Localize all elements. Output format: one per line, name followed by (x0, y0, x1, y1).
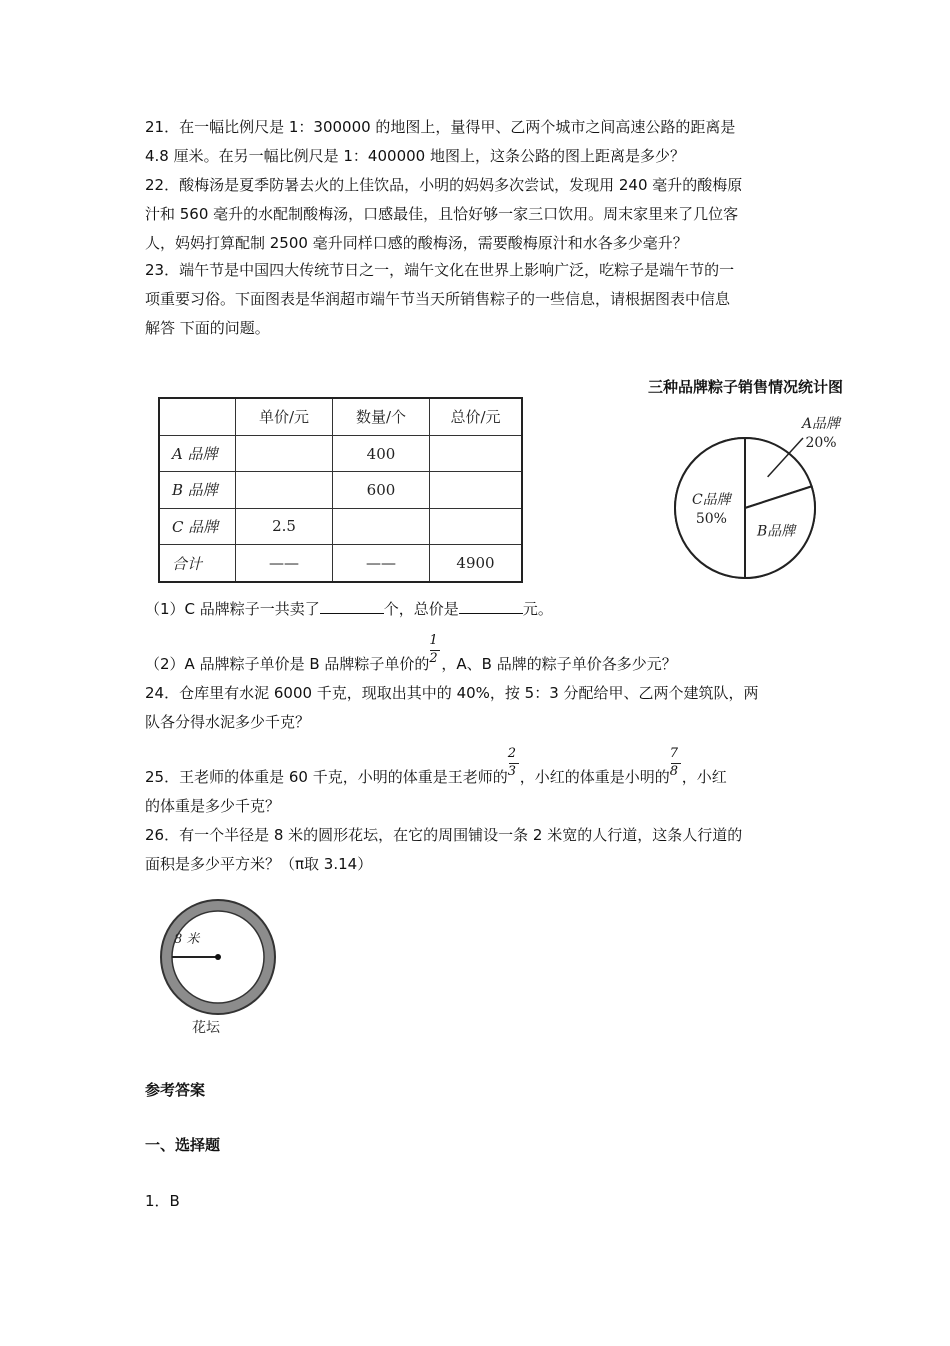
table-row (159, 435, 522, 471)
question-26 (145, 821, 810, 879)
question-text: ，A、B 品牌的粽子单价各多少元？ (441, 655, 677, 673)
fraction-denominator: 3 (507, 764, 516, 779)
fraction-denominator: 8 (669, 764, 679, 779)
pie-slice-label: A品牌 (801, 416, 841, 432)
table-cell: C 品牌 (159, 508, 236, 544)
table-cell: 2.5 (236, 508, 333, 544)
question-25 (145, 746, 810, 821)
table-cell (430, 435, 523, 471)
question-text: 26．有一个半径是 8 米的圆形花坛，在它的周围铺设一条 2 米宽的人行道，这条人行道的 (145, 826, 743, 844)
question-text: 22．酸梅汤是夏季防暑去火的上佳饮品，小明的妈妈多次尝试，发现用 240 毫升的酸梅原 (145, 176, 743, 194)
question-23 (145, 256, 810, 343)
question-text: 个，总价是 (383, 600, 459, 618)
table-cell (430, 508, 523, 544)
table-cell: 合计 (159, 545, 236, 582)
table-cell: B 品牌 (159, 472, 236, 508)
question-22 (145, 171, 810, 258)
answer-blank (459, 598, 523, 614)
flower-bed-figure (148, 895, 298, 1045)
answer-blank (320, 598, 384, 614)
fraction (507, 746, 520, 792)
question-text: 的体重是多少千克？ (145, 797, 281, 815)
radius-label: 8 米 (174, 932, 200, 947)
question-text: 队各分得水泥多少千克？ (145, 713, 311, 731)
fraction-numerator: 1 (429, 633, 438, 648)
pie-slice-label: C品牌 (692, 492, 731, 508)
fraction-denominator: 2 (429, 651, 438, 666)
question-text: 元。 (522, 600, 553, 618)
answers-heading: 参考答案 (145, 1081, 206, 1099)
table-header-cell (159, 398, 236, 435)
question-text: 4.8 厘米。在另一幅比例尺是 1：400000 地图上，这条公路的图上距离是多少？ (145, 147, 685, 165)
table-header-cell: 总价/元 (430, 398, 523, 435)
table-cell: A 品牌 (159, 435, 236, 471)
section-heading: 一、选择题 (145, 1136, 221, 1154)
table-cell (236, 435, 333, 471)
table-header-row (159, 398, 522, 435)
question-24 (145, 679, 810, 737)
question-text: 25．王老师的体重是 60 千克，小明的体重是王老师的 (145, 768, 508, 786)
table-cell: —— (333, 545, 430, 582)
question-23-part-2 (145, 633, 810, 679)
answer-text: 1．B (145, 1192, 180, 1210)
question-text: 面积是多少平方米？（π取 3.14） (145, 855, 373, 873)
question-21 (145, 113, 810, 171)
question-text: ，小红 (681, 768, 727, 786)
table-row (159, 545, 522, 582)
table-cell: 400 (333, 435, 430, 471)
question-23-part-1 (145, 595, 810, 624)
pie-slice-value: 20% (805, 435, 837, 451)
question-text: 解答 下面的问题。 (145, 319, 270, 337)
table-cell (430, 472, 523, 508)
question-text: 23．端午节是中国四大传统节日之一，端午文化在世界上影响广泛，吃粽子是端午节的一 (145, 261, 735, 279)
table-header-cell: 数量/个 (333, 398, 430, 435)
table-cell: 600 (333, 472, 430, 508)
question-text: 24．仓库里有水泥 6000 千克，现取出其中的 40%，按 5：3 分配给甲、乙两个建筑队，两 (145, 684, 759, 702)
table-header-cell: 单价/元 (236, 398, 333, 435)
table-cell: —— (236, 545, 333, 582)
fraction-numerator: 7 (669, 746, 679, 761)
figure-caption: 花坛 (192, 1020, 220, 1036)
center-dot (215, 954, 221, 960)
table-cell: 4900 (430, 545, 523, 582)
question-text: 项重要习俗。下面图表是华润超市端午节当天所销售粽子的一些信息，请根据图表中信息 (145, 290, 731, 308)
table-cell (333, 508, 430, 544)
chart-title: 三种品牌粽子销售情况统计图 (648, 378, 844, 396)
table-row (159, 472, 522, 508)
pie-slice-value: 50% (695, 511, 727, 527)
answer-1 (145, 1187, 810, 1216)
sales-table (158, 397, 523, 583)
pie-slice (675, 438, 745, 578)
fraction (429, 633, 441, 679)
fraction (669, 746, 682, 792)
pie-chart (670, 392, 841, 572)
fraction-numerator: 2 (507, 746, 516, 761)
pie-slice-label: B品牌 (756, 523, 796, 540)
table-row (159, 508, 522, 544)
question-text: （2）A 品牌粽子单价是 B 品牌粽子单价的 (145, 655, 430, 673)
question-text: 21．在一幅比例尺是 1：300000 的地图上，量得甲、乙两个城市之间高速公路的距离是 (145, 118, 736, 136)
question-text: ，小红的体重是小明的 (519, 768, 670, 786)
table-cell (236, 472, 333, 508)
question-text: （1）C 品牌粽子一共卖了 (145, 600, 320, 618)
question-text: 人，妈妈打算配制 2500 毫升同样口感的酸梅汤，需要酸梅原汁和水各多少毫升？ (145, 234, 688, 252)
question-text: 汁和 560 毫升的水配制酸梅汤，口感最佳，且恰好够一家三口饮用。周末家里来了几位客 (145, 205, 739, 223)
